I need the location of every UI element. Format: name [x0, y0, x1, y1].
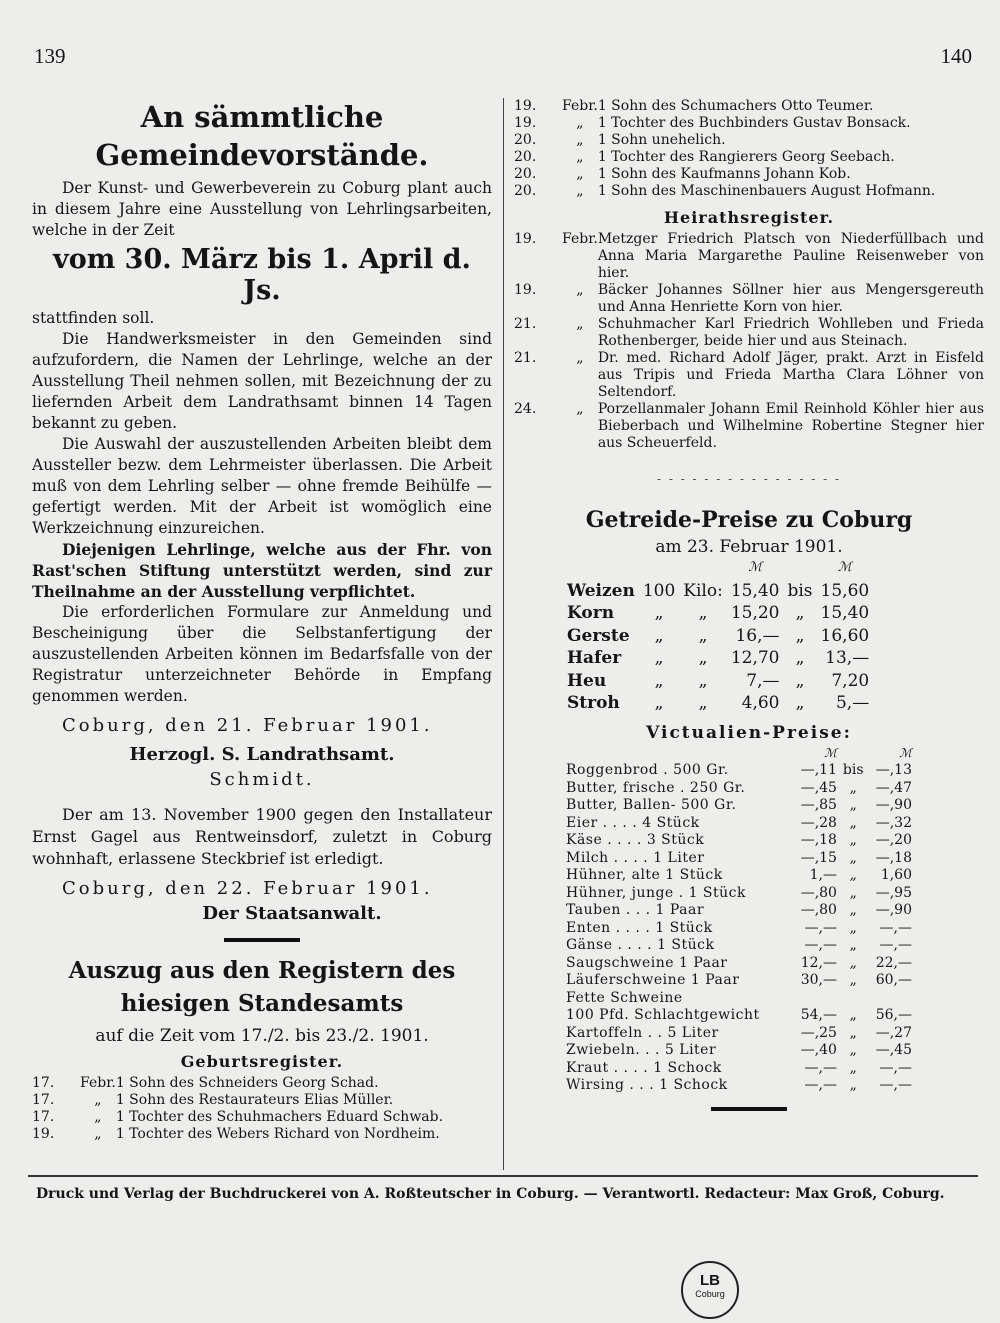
place-date: Coburg, den 21. Februar 1901.: [62, 715, 433, 736]
price-separator: „: [849, 1024, 857, 1041]
entry-month: „: [94, 1109, 102, 1125]
price-separator: „: [849, 797, 857, 813]
entry-date: 24.: [514, 401, 537, 417]
victual-name: Saugschweine 1 Paar: [566, 954, 728, 971]
entry-date: 19.: [514, 231, 537, 247]
entry-date: 19.: [514, 282, 537, 298]
victual-name: Kraut . . . . 1 Schock: [566, 1059, 722, 1076]
price-separator: bis: [842, 762, 864, 778]
price-separator: „: [849, 832, 857, 848]
victual-name: Tauben . . . 1 Paar: [566, 902, 705, 918]
price-low: [792, 990, 839, 1008]
birth-entry: [514, 98, 935, 115]
grain-row: [563, 670, 873, 693]
spacer: [679, 557, 727, 580]
grain-quantity: „: [654, 648, 664, 668]
entry-month: „: [576, 350, 584, 366]
stamp-text: Coburg: [695, 1289, 725, 1299]
entry-month: „: [576, 149, 584, 165]
victual-row: [564, 1025, 914, 1043]
price-separator: „: [795, 670, 805, 691]
victual-row: [564, 885, 914, 903]
price-low: 15,20: [730, 603, 780, 623]
victual-row: [564, 937, 914, 955]
price-high: —,27: [875, 1024, 912, 1041]
victual-name: Hühner, junge . 1 Stück: [566, 884, 746, 901]
price-low: —,—: [804, 919, 837, 936]
library-stamp: [681, 1261, 739, 1319]
grain-row: [563, 692, 873, 715]
victual-name: Hühner, alte 1 Stück: [566, 867, 723, 883]
stamp-text: LB: [700, 1272, 720, 1289]
victual-name: Enten . . . . 1 Stück: [566, 919, 713, 936]
currency-unit: ℳ: [837, 560, 852, 575]
entry-text: 1 Sohn des Schneiders Georg Schad.: [115, 1075, 379, 1091]
notice-paragraph: stattfinden soll.: [32, 309, 155, 327]
currency-header: [563, 557, 873, 580]
victual-row: [564, 867, 914, 885]
marriages-heading: Heirathsregister.: [663, 208, 835, 227]
victual-name: Käse . . . . 3 Stück: [566, 832, 705, 848]
entry-month: „: [576, 401, 584, 417]
price-low: —,80: [800, 884, 837, 901]
grain-row: [563, 647, 873, 670]
entry-date: 20.: [514, 132, 537, 148]
entry-month: „: [576, 132, 584, 148]
price-high: —,18: [875, 849, 912, 866]
victual-name: Butter, frische . 250 Gr.: [566, 779, 746, 796]
victual-row: [564, 1060, 914, 1078]
birth-entry: [32, 1126, 443, 1143]
victual-row: [564, 797, 914, 815]
price-separator: „: [849, 972, 857, 988]
entry-month: „: [576, 282, 584, 298]
grain-quantity: „: [654, 625, 664, 646]
price-high: 22,—: [875, 954, 912, 971]
price-low: 7,—: [746, 670, 780, 691]
victuals-price-table: [564, 745, 914, 1095]
price-separator: „: [795, 625, 805, 646]
birth-entry: [32, 1109, 443, 1126]
price-low: —,—: [804, 1077, 837, 1093]
entry-date: 19.: [514, 98, 537, 114]
price-low: 54,—: [800, 1007, 837, 1023]
grain-date: am 23. Februar 1901.: [655, 537, 843, 557]
victual-row: [564, 990, 914, 1008]
price-low: —,15: [800, 849, 837, 866]
grain-unit: „: [698, 693, 708, 713]
victual-name: Milch . . . . 1 Liter: [566, 849, 705, 866]
births-table-continued: [514, 98, 935, 200]
grain-name: Heu: [567, 670, 607, 691]
notice-paragraph: Die erforderlichen Formulare zur Anmeldung und Bescheinigung über die Selbstanfertigung der auszustellenden Arbeiten können im Bedarfsfalle von der Registratur unterzeichneter Behörde in Empfang genommen werden.: [32, 603, 492, 705]
entry-date: 20.: [514, 149, 537, 165]
victual-row: [564, 920, 914, 938]
price-high: 56,—: [875, 1007, 912, 1023]
birth-entry: [514, 183, 935, 200]
price-high: 7,20: [831, 670, 870, 691]
authority: Der Staatsanwalt.: [202, 903, 382, 924]
entry-text: 1 Sohn des Maschinenbauers August Hofmann.: [597, 183, 936, 199]
entry-month: „: [576, 166, 584, 182]
page-number-left: 139: [34, 44, 66, 68]
price-high: 13,—: [825, 648, 870, 668]
entry-text: Schuhmacher Karl Friedrich Wohlleben und Frieda Rothenberger, beide hier und aus Steinach.: [597, 316, 984, 349]
price-separator: „: [795, 693, 805, 713]
birth-entry: [32, 1075, 443, 1092]
entry-text: 1 Tochter des Schuhmachers Eduard Schwab.: [115, 1109, 444, 1125]
victual-row: [564, 1007, 914, 1025]
registry-heading: Auszug aus den Registern des hiesigen Standesamts: [68, 957, 456, 1017]
entry-text: 1 Sohn des Restaurateurs Elias Müller.: [115, 1092, 394, 1108]
price-high: 16,60: [820, 625, 870, 646]
grain-unit: „: [698, 648, 708, 668]
birth-entry: [514, 115, 935, 132]
notice-heading: An sämmtliche Gemeindevorstände.: [95, 100, 429, 172]
section-rule: [711, 1107, 787, 1111]
victuals-heading: Victualien-Preise:: [646, 722, 852, 743]
price-separator: [839, 990, 867, 1008]
price-high: 15,60: [820, 580, 870, 601]
victual-row: [564, 1042, 914, 1060]
entry-month: „: [576, 115, 584, 131]
grain-name: Korn: [567, 603, 615, 623]
price-high: —,47: [875, 779, 912, 796]
victual-row: [564, 902, 914, 920]
victual-row: [564, 762, 914, 780]
price-low: 15,40: [730, 580, 780, 601]
price-low: —,45: [800, 779, 837, 796]
grain-row: [563, 580, 873, 603]
births-heading: Geburtsregister.: [180, 1052, 344, 1071]
price-separator: „: [849, 919, 857, 936]
marriages-table: [514, 231, 984, 452]
entry-month: „: [94, 1092, 102, 1108]
exhibition-dates: vom 30. März bis 1. April d. Js.: [53, 244, 471, 306]
entry-date: 17.: [32, 1075, 55, 1091]
entry-month: „: [576, 183, 584, 199]
spacer: [564, 745, 792, 763]
price-low: 1,—: [809, 867, 837, 883]
birth-entry: [514, 132, 935, 149]
price-separator: „: [849, 814, 857, 831]
price-high: —,—: [879, 919, 912, 936]
spacer: [839, 745, 867, 763]
victual-name: Eier . . . . 4 Stück: [566, 814, 700, 831]
imprint-footer: Druck und Verlag der Buchdruckerei von A. Roßteutscher in Coburg. — Verantwortl. Redacteur: Max Groß, Coburg.: [36, 1186, 945, 1202]
victual-name: Läuferschweine 1 Paar: [566, 972, 740, 988]
grain-name: Weizen: [567, 580, 635, 601]
price-high: —,90: [875, 902, 912, 918]
price-separator: „: [849, 1077, 857, 1093]
grain-quantity: „: [654, 670, 664, 691]
grain-name: Hafer: [567, 648, 622, 668]
marriage-entry: [514, 231, 984, 282]
grain-heading: Getreide-Preise zu Coburg: [585, 507, 913, 533]
price-high: 5,—: [835, 693, 870, 713]
victual-row: [564, 832, 914, 850]
entry-month: Febr.: [562, 231, 598, 247]
grain-unit: „: [698, 625, 708, 646]
victual-name: Kartoffeln . . 5 Liter: [566, 1024, 719, 1041]
victual-row: [564, 850, 914, 868]
entry-text: Bäcker Johannes Söllner hier aus Mengersgereuth und Anna Henriette Korn von hier.: [597, 282, 984, 315]
victual-name: Wirsing . . . 1 Schock: [566, 1077, 728, 1093]
warrant-notice: Der am 13. November 1900 gegen den Installateur Ernst Gagel aus Rentweinsdorf, zuletzt in Coburg wohnhaft, erlassene Steckbrief ist erledigt.: [32, 805, 492, 868]
price-separator: „: [795, 648, 805, 668]
price-high: —,32: [875, 814, 912, 831]
victual-row: [564, 972, 914, 990]
price-separator: „: [849, 1042, 857, 1058]
notice-paragraph: Die Handwerksmeister in den Gemeinden sind aufzufordern, die Namen der Lehrlinge, welche an der Ausstellung Theil nehmen sollen, mit Bezeichnung der zu liefernden Arbeit dem Landrathsamt binnen 14 Tagen bekannt zu geben.: [32, 330, 492, 432]
price-high: —,13: [875, 762, 912, 778]
entry-date: 21.: [514, 350, 537, 366]
entry-date: 17.: [32, 1109, 55, 1125]
victual-name: Gänse . . . . 1 Stück: [566, 937, 715, 953]
currency-header: [564, 745, 914, 763]
entry-text: Porzellanmaler Johann Emil Reinhold Köhler hier aus Bieberbach und Wilhelmine Robertine Stegner hier aus Scheuerfeld.: [597, 401, 984, 451]
grain-unit: „: [698, 670, 708, 691]
price-high: —,—: [879, 1077, 912, 1093]
entry-text: 1 Sohn des Kaufmanns Johann Kob.: [597, 166, 851, 182]
entry-month: „: [94, 1126, 102, 1142]
entry-text: 1 Tochter des Webers Richard von Nordheim.: [115, 1126, 440, 1142]
price-low: 30,—: [800, 972, 837, 988]
price-separator: bis: [787, 580, 813, 601]
price-low: 12,—: [800, 954, 837, 971]
price-low: —,18: [800, 832, 837, 848]
victual-name: Butter, Ballen- 500 Gr.: [566, 797, 737, 813]
price-low: 16,—: [735, 625, 780, 646]
registry-period: auf die Zeit vom 17./2. bis 23./2. 1901.: [95, 1026, 429, 1046]
grain-quantity: „: [654, 603, 664, 623]
grain-name: Gerste: [567, 625, 630, 646]
price-high: —,95: [875, 884, 912, 901]
marriage-entry: [514, 350, 984, 401]
price-high: —,90: [875, 797, 912, 813]
signer: Schmidt.: [209, 769, 315, 790]
entry-month: Febr.: [562, 98, 598, 114]
price-high: 1,60: [880, 867, 912, 883]
victual-name: 100 Pfd. Schlachtgewicht: [566, 1007, 760, 1023]
place-date: Coburg, den 22. Februar 1901.: [62, 878, 433, 899]
price-high: —,—: [879, 1059, 912, 1076]
entry-date: 19.: [514, 115, 537, 131]
section-separator: ‑ ‑ ‑ ‑ ‑ ‑ ‑ ‑ ‑ ‑ ‑ ‑ ‑ ‑ ‑ ‑: [656, 472, 842, 486]
marriage-entry: [514, 401, 984, 452]
entry-date: 19.: [32, 1126, 55, 1142]
spacer: [563, 557, 639, 580]
entry-text: 1 Sohn unehelich.: [597, 132, 726, 148]
victual-name: Roggenbrod . 500 Gr.: [566, 762, 729, 778]
grain-row: [563, 602, 873, 625]
spacer: [783, 557, 816, 580]
price-high: [867, 990, 914, 1008]
price-high: 15,40: [820, 603, 870, 623]
page-number-right: 140: [940, 44, 972, 68]
price-high: —,20: [875, 832, 912, 848]
price-high: —,45: [875, 1042, 912, 1058]
price-low: —,—: [804, 937, 837, 953]
marriage-entry: [514, 316, 984, 350]
price-low: —,85: [800, 797, 837, 813]
entry-month: „: [576, 316, 584, 332]
entry-date: 20.: [514, 183, 537, 199]
entry-text: Metzger Friedrich Platsch von Niederfüllbach und Anna Maria Margarethe Pauline Reisenweber von hier.: [597, 231, 984, 281]
price-high: —,—: [879, 937, 912, 953]
price-separator: „: [849, 954, 857, 971]
grain-quantity: „: [654, 693, 664, 713]
entry-text: 1 Tochter des Rangierers Georg Seebach.: [597, 149, 895, 165]
price-high: 60,—: [875, 972, 912, 988]
price-low: —,28: [800, 814, 837, 831]
entry-date: 20.: [514, 166, 537, 182]
footer-rule: [28, 1175, 978, 1177]
section-rule: [224, 938, 300, 942]
price-separator: „: [795, 603, 805, 623]
currency-unit: ℳ: [899, 745, 912, 760]
grain-name: Stroh: [567, 693, 620, 713]
column-divider: [503, 98, 504, 1170]
victual-name: Fette Schweine: [566, 989, 683, 1006]
grain-unit: Kilo:: [683, 580, 723, 601]
price-separator: „: [849, 779, 857, 796]
price-separator: „: [849, 849, 857, 866]
price-low: 12,70: [730, 648, 780, 668]
grain-unit: „: [698, 603, 708, 623]
spacer: [639, 557, 679, 580]
right-column: [514, 98, 984, 1123]
entry-text: Dr. med. Richard Adolf Jäger, prakt. Arzt in Eisfeld aus Tripis und Frieda Martha Clara Löhner von Seltendorf.: [597, 350, 984, 400]
price-low: —,40: [800, 1042, 837, 1058]
victual-row: [564, 1077, 914, 1095]
price-low: —,11: [800, 762, 837, 778]
victual-name: Zwiebeln. . . 5 Liter: [566, 1042, 717, 1058]
notice-paragraph: Der Kunst- und Gewerbeverein zu Coburg plant auch in diesem Jahre eine Ausstellung von Lehrlingsarbeiten, welche in der Zeit: [32, 179, 492, 239]
price-separator: „: [849, 937, 857, 953]
entry-text: 1 Tochter des Buchbinders Gustav Bonsack.: [597, 115, 911, 131]
entry-date: 21.: [514, 316, 537, 332]
price-separator: „: [849, 902, 857, 918]
currency-unit: ℳ: [748, 560, 763, 575]
currency-unit: ℳ: [824, 745, 837, 760]
entry-month: Febr.: [80, 1075, 116, 1091]
grain-price-table: [563, 557, 873, 715]
price-separator: „: [849, 1059, 857, 1076]
notice-paragraph: Die Auswahl der auszustellenden Arbeiten bleibt dem Aussteller bezw. dem Lehrmeister überlassen. Die Arbeit muß von dem Lehrling selber — ohne fremde Beihülfe — gefertigt werden. Mit der Arbeit ist womöglich eine Werkzeichnung einzureichen.: [32, 435, 492, 537]
grain-row: [563, 625, 873, 648]
birth-entry: [514, 166, 935, 183]
entry-text: 1 Sohn des Schumachers Otto Teumer.: [597, 98, 874, 114]
price-low: —,80: [800, 902, 837, 918]
price-low: —,25: [800, 1024, 837, 1041]
victual-row: [564, 815, 914, 833]
birth-entry: [514, 149, 935, 166]
entry-date: 17.: [32, 1092, 55, 1108]
price-separator: „: [849, 867, 857, 883]
victual-row: [564, 780, 914, 798]
victual-row: [564, 955, 914, 973]
price-separator: „: [849, 1007, 857, 1023]
price-low: —,—: [804, 1059, 837, 1076]
price-separator: „: [849, 884, 857, 901]
notice-paragraph: Diejenigen Lehrlinge, welche aus der Fhr. von Rast'schen Stiftung unterstützt werden, sind zur Theilnahme an der Ausstellung verpflichtet.: [32, 540, 492, 601]
marriage-entry: [514, 282, 984, 316]
price-low: 4,60: [741, 693, 780, 713]
authority: Herzogl. S. Landrathsamt.: [129, 744, 395, 765]
births-table: [32, 1075, 443, 1143]
birth-entry: [32, 1092, 443, 1109]
grain-quantity: 100: [642, 580, 676, 601]
left-column: [32, 98, 492, 1143]
